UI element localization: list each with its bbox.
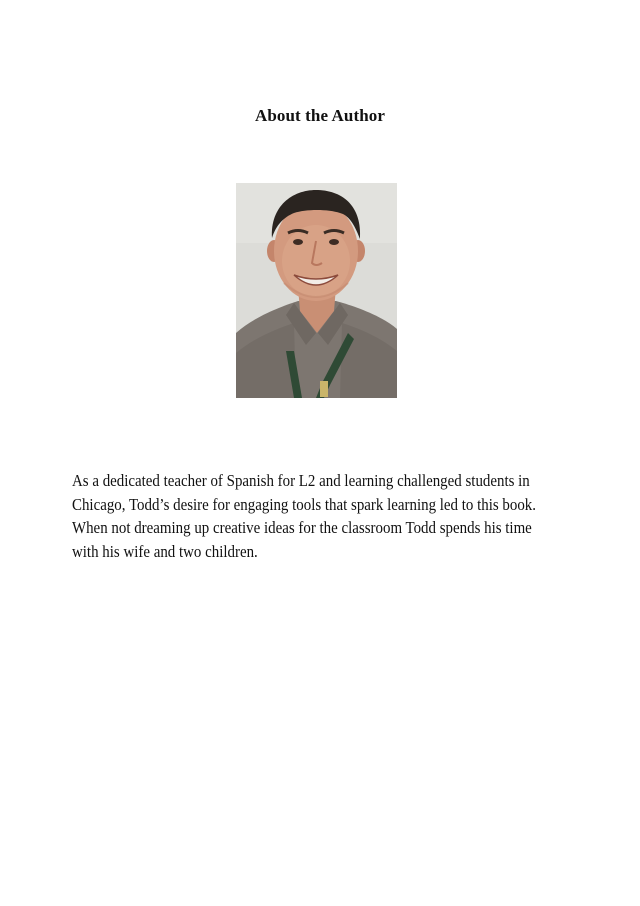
author-photo xyxy=(236,183,397,398)
author-bio xyxy=(72,469,536,563)
bio-line-3: When not dreaming up creative ideas for the classroom Todd spends his time xyxy=(72,518,532,537)
bio-line-2: Chicago, Todd’s desire for engaging tools that spark learning led to this book. xyxy=(72,494,536,514)
page-title: About the Author xyxy=(254,106,386,125)
bio-line-1: As a dedicated teacher of Spanish for L2 and learning challenged students in xyxy=(72,471,530,490)
bio-line-4: with his wife and two children. xyxy=(72,541,258,561)
